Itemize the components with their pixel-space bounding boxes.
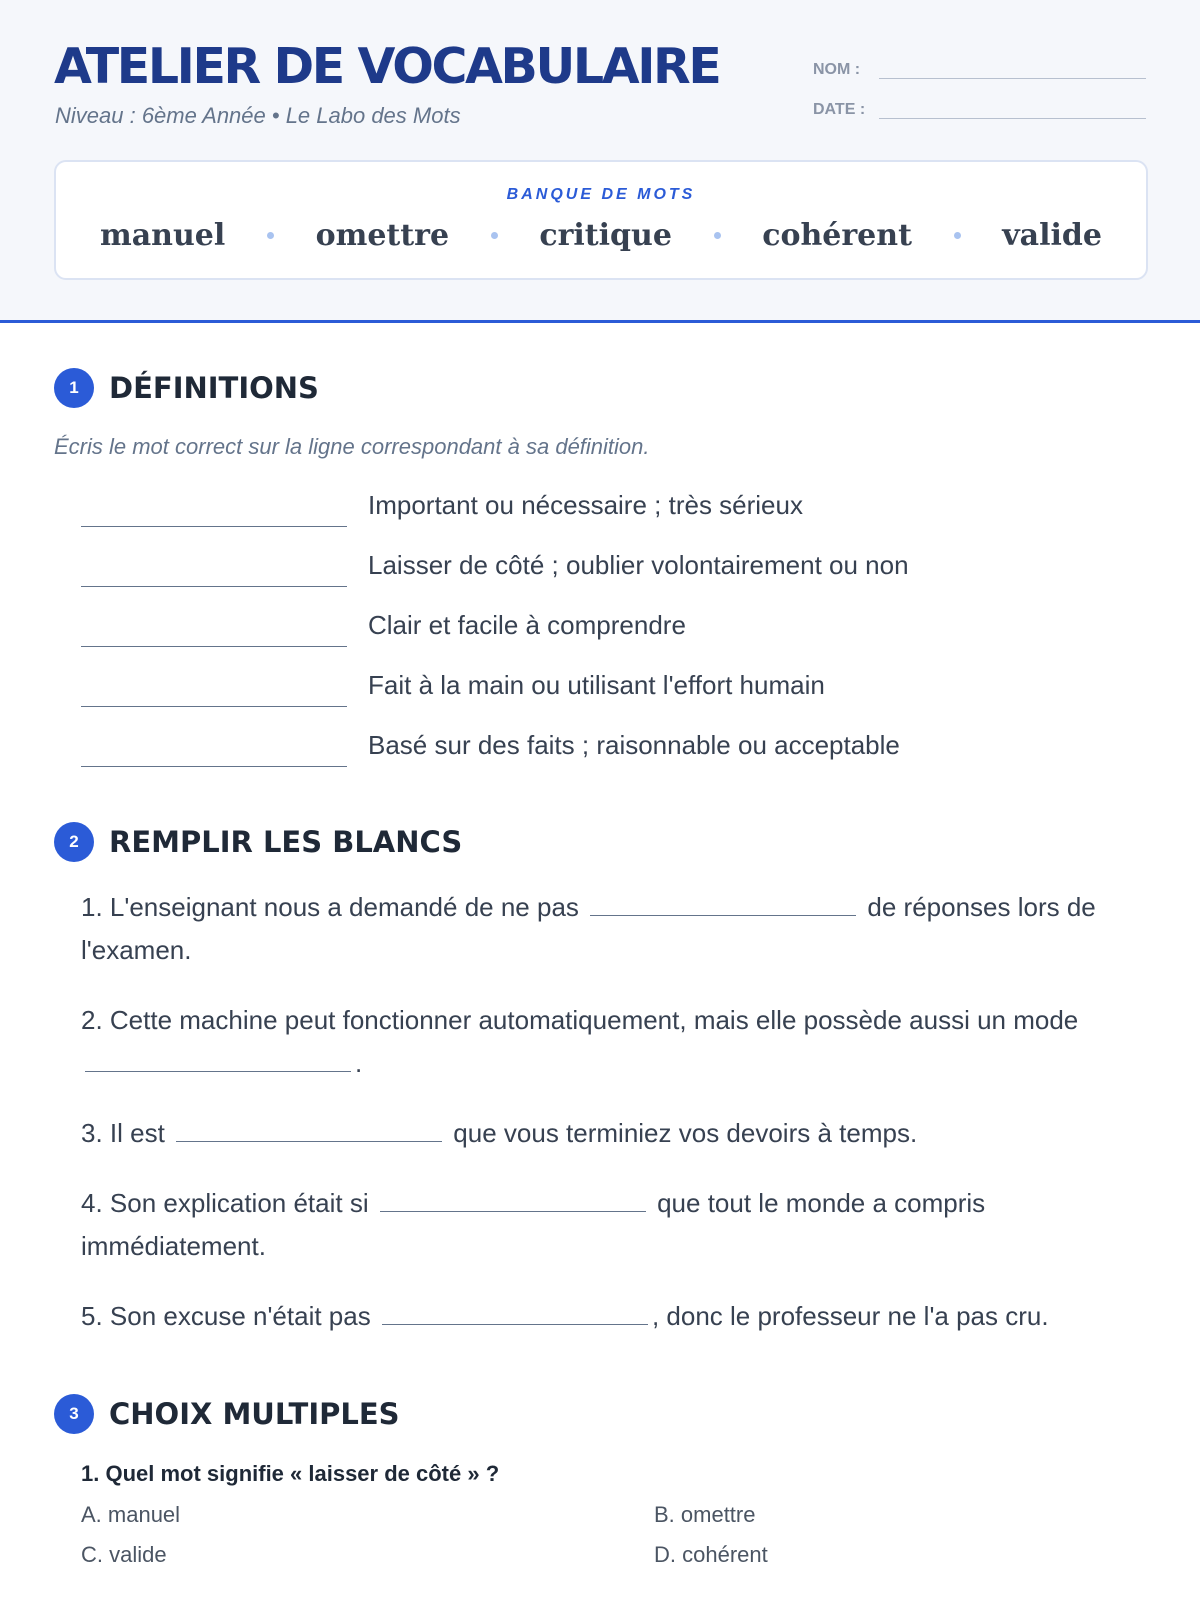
sentence-end: , donc le professeur ne l'a pas cru. bbox=[651, 1301, 1049, 1331]
separator-dot bbox=[267, 232, 274, 239]
definition-row bbox=[81, 730, 1081, 767]
mc-option-c[interactable]: C. valide bbox=[81, 1542, 167, 1567]
fill-blank-sentence bbox=[81, 1295, 1151, 1338]
fill-blank-sentence bbox=[81, 1182, 1151, 1268]
sentence-start: 4. Son explication était si bbox=[81, 1188, 369, 1218]
worksheet-title: ATELIER DE VOCABULAIRE bbox=[54, 38, 720, 95]
definition-row bbox=[81, 550, 1081, 587]
sentence-start: 2. Cette machine peut fonctionner automatiquement, mais elle possède aussi un mode bbox=[81, 1005, 1079, 1035]
word-bank-list bbox=[100, 218, 1102, 253]
section-number-badge: 3 bbox=[54, 1394, 94, 1434]
answer-line[interactable] bbox=[81, 671, 347, 707]
blank-line[interactable] bbox=[176, 1119, 442, 1142]
definition-row bbox=[81, 490, 1081, 527]
date-label: DATE : bbox=[813, 101, 866, 118]
answer-line[interactable] bbox=[81, 611, 347, 647]
mc-option-d[interactable]: D. cohérent bbox=[654, 1542, 768, 1567]
definitions-instruction: Écris le mot correct sur la ligne correspondant à sa définition. bbox=[54, 434, 650, 459]
section-heading-definitions bbox=[54, 368, 319, 408]
word-bank bbox=[54, 160, 1148, 280]
name-field bbox=[813, 56, 1146, 79]
worksheet-header bbox=[0, 0, 1200, 323]
sentence-start: 5. Son excuse n'était pas bbox=[81, 1301, 371, 1331]
word-bank-word: critique bbox=[539, 218, 672, 253]
fill-blank-sentence bbox=[81, 886, 1151, 972]
answer-line[interactable] bbox=[81, 491, 347, 527]
definition-text: Clair et facile à comprendre bbox=[368, 610, 686, 640]
blank-line[interactable] bbox=[590, 893, 856, 916]
section-heading-multiple-choice bbox=[54, 1394, 400, 1434]
definition-row bbox=[81, 670, 1081, 707]
fill-blank-sentence bbox=[81, 999, 1151, 1085]
worksheet-subtitle: Niveau : 6ème Année • Le Labo des Mots bbox=[55, 103, 461, 128]
section-title: DÉFINITIONS bbox=[109, 371, 319, 405]
section-number-badge: 2 bbox=[54, 822, 94, 862]
sentence-end: . bbox=[355, 1048, 363, 1078]
word-bank-word: valide bbox=[1002, 218, 1102, 253]
fill-blank-sentence bbox=[81, 1112, 1151, 1155]
blank-line[interactable] bbox=[380, 1189, 646, 1212]
sentence-end: de réponses lors de l'examen. bbox=[81, 892, 1096, 965]
section-title: REMPLIR LES BLANCS bbox=[109, 825, 463, 859]
answer-line[interactable] bbox=[81, 731, 347, 767]
separator-dot bbox=[714, 232, 721, 239]
date-field bbox=[813, 96, 1146, 119]
sentence-start: 1. L'enseignant nous a demandé de ne pas bbox=[81, 892, 579, 922]
definition-row bbox=[81, 610, 1081, 647]
name-label: NOM : bbox=[813, 61, 861, 78]
word-bank-word: manuel bbox=[100, 218, 226, 253]
definition-text: Basé sur des faits ; raisonnable ou acceptable bbox=[368, 730, 900, 760]
date-input-line[interactable] bbox=[879, 96, 1146, 119]
sentence-end: que tout le monde a compris immédiatement. bbox=[81, 1188, 986, 1261]
mc-question: 1. Quel mot signifie « laisser de côté » ? bbox=[81, 1461, 500, 1486]
sentence-end: que vous terminiez vos devoirs à temps. bbox=[453, 1118, 918, 1148]
answer-line[interactable] bbox=[81, 551, 347, 587]
section-number-badge: 1 bbox=[54, 368, 94, 408]
definition-text: Fait à la main ou utilisant l'effort humain bbox=[368, 670, 825, 700]
section-heading-fill-blanks bbox=[54, 822, 462, 862]
word-bank-word: cohérent bbox=[762, 218, 912, 253]
blank-line[interactable] bbox=[382, 1302, 648, 1325]
word-bank-title: BANQUE DE MOTS bbox=[506, 186, 696, 203]
sentence-start: 3. Il est bbox=[81, 1118, 165, 1148]
mc-option-a[interactable]: A. manuel bbox=[81, 1502, 181, 1527]
name-input-line[interactable] bbox=[879, 56, 1146, 79]
definition-text: Important ou nécessaire ; très sérieux bbox=[368, 490, 803, 520]
mc-option-b[interactable]: B. omettre bbox=[654, 1502, 756, 1527]
word-bank-word: omettre bbox=[315, 218, 450, 253]
definition-text: Laisser de côté ; oublier volontairement ou non bbox=[368, 550, 909, 580]
blank-line[interactable] bbox=[85, 1049, 351, 1072]
section-title: CHOIX MULTIPLES bbox=[109, 1397, 400, 1431]
separator-dot bbox=[491, 232, 498, 239]
separator-dot bbox=[954, 232, 961, 239]
